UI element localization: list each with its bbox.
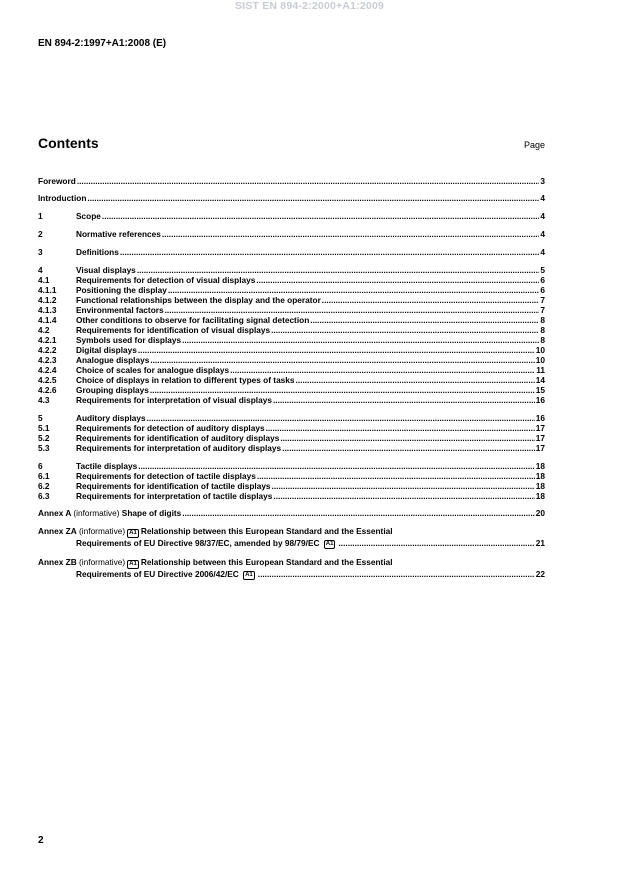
dot-leader (138, 461, 535, 471)
toc-entry-title: Introduction (38, 193, 87, 203)
toc-entry-page: 16 (535, 413, 545, 423)
toc-entry-page: 6 (540, 285, 545, 295)
dot-leader (102, 211, 539, 221)
toc-entry-page: 18 (535, 471, 545, 481)
toc-entry-page: 22 (535, 569, 545, 579)
toc-entry-page: 18 (535, 461, 545, 471)
toc-entry-title: Tactile displays (76, 461, 138, 471)
toc-entry[interactable] (38, 295, 545, 305)
dot-leader (150, 385, 535, 395)
dot-leader (162, 229, 540, 239)
toc-entry-title: Choice of scales for analogue displays (76, 365, 230, 375)
toc-entry[interactable] (38, 247, 545, 257)
amendment-end-icon: A1 (325, 541, 334, 547)
toc-entry-number: 5.3 (38, 443, 50, 453)
toc-entry-page: 7 (540, 295, 545, 305)
dot-leader (258, 569, 535, 579)
toc-entry[interactable] (38, 471, 545, 481)
toc-entry[interactable] (38, 395, 545, 405)
toc-entry-title: Requirements for interpretation of auditory displays (76, 443, 282, 453)
toc-entry-number: 4.1.4 (38, 315, 57, 325)
toc-entry-title: Requirements for identification of visual displays (76, 325, 271, 335)
toc-entry-number: 2 (38, 229, 43, 239)
table-of-contents (38, 176, 545, 580)
toc-entry-number: 4.1.2 (38, 295, 57, 305)
toc-entry-title: Requirements for detection of auditory displays (76, 423, 265, 433)
toc-entry-page: 10 (535, 345, 545, 355)
toc-entry-title: Grouping displays (76, 385, 149, 395)
annex-info: (informative) (79, 557, 126, 567)
toc-entry-page: 21 (535, 538, 545, 548)
toc-entry[interactable] (38, 345, 545, 355)
toc-entry-title: Environmental factors (76, 305, 164, 315)
toc-entry[interactable] (38, 315, 545, 325)
toc-entry[interactable] (38, 365, 545, 375)
toc-entry-number: 6.3 (38, 491, 50, 501)
toc-entry-number: 4.1.3 (38, 305, 57, 315)
toc-entry-page: 8 (540, 335, 545, 345)
toc-entry-page: 14 (535, 375, 545, 385)
toc-entry-number: 4.3 (38, 395, 50, 405)
toc-entry[interactable] (38, 325, 545, 335)
dot-leader (282, 443, 535, 453)
toc-entry-number: 4.2 (38, 325, 50, 335)
dot-leader (138, 345, 535, 355)
dot-leader (120, 247, 540, 257)
page-column-label: Page (523, 140, 545, 150)
toc-entry[interactable] (38, 265, 545, 275)
annex-info: (informative) (73, 508, 120, 518)
toc-annex-zb[interactable] (38, 557, 545, 580)
annex-label: Annex A (38, 508, 72, 518)
toc-entry[interactable] (38, 229, 545, 239)
toc-entry[interactable] (38, 355, 545, 365)
toc-entry-title: Auditory displays (76, 413, 146, 423)
toc-entry[interactable] (38, 375, 545, 385)
dot-leader (266, 423, 535, 433)
contents-heading: Contents (38, 135, 99, 151)
dot-leader (182, 508, 535, 518)
dot-leader (168, 285, 540, 295)
dot-leader (150, 355, 534, 365)
dot-leader (87, 193, 539, 203)
toc-entry-number: 5.1 (38, 423, 50, 433)
page-number: 2 (38, 835, 44, 846)
toc-entry-page: 4 (540, 229, 545, 239)
dot-leader (273, 395, 535, 405)
toc-entry-title: Symbols used for displays (76, 335, 182, 345)
dot-leader (280, 433, 534, 443)
toc-entry-title: Analogue displays (76, 355, 150, 365)
toc-entry-title: Requirements for detection of visual displays (76, 275, 256, 285)
toc-entry-page: 8 (540, 325, 545, 335)
toc-entry-page: 4 (540, 247, 545, 257)
toc-entry[interactable] (38, 305, 545, 315)
toc-entry-page: 18 (535, 491, 545, 501)
toc-entry[interactable] (38, 385, 545, 395)
dot-leader (256, 275, 539, 285)
toc-entry[interactable] (38, 285, 545, 295)
toc-entry-page: 18 (535, 481, 545, 491)
dot-leader (273, 491, 534, 501)
toc-entry[interactable] (38, 443, 545, 453)
toc-entry-title: Foreword (38, 176, 76, 186)
toc-entry-title: Requirements for identification of tactile displays (76, 481, 271, 491)
annex-title-line2: Requirements of EU Directive 2006/42/EC (76, 569, 239, 579)
toc-entry[interactable] (38, 176, 545, 186)
dot-leader (338, 538, 534, 548)
toc-entry-title: Digital displays (76, 345, 137, 355)
toc-entry[interactable] (38, 335, 545, 345)
toc-entry-title: Scope (76, 211, 101, 221)
toc-entry-number: 6.1 (38, 471, 50, 481)
toc-entry[interactable] (38, 413, 545, 423)
toc-entry-title: Requirements for interpretation of visual displays (76, 395, 272, 405)
toc-entry-number: 4.2.1 (38, 335, 57, 345)
document-id: EN 894-2:1997+A1:2008 (E) (38, 38, 167, 49)
toc-entry-title: Requirements for detection of tactile displays (76, 471, 256, 481)
toc-entry-page: 5 (540, 265, 545, 275)
dot-leader (271, 325, 539, 335)
dot-leader (296, 375, 535, 385)
toc-entry-number: 4.2.6 (38, 385, 57, 395)
toc-entry-page: 20 (535, 508, 545, 518)
annex-info: (informative) (79, 526, 126, 536)
annex-label: Annex ZB (38, 557, 77, 567)
toc-entry[interactable] (38, 481, 545, 491)
toc-entry-title: Choice of displays in relation to different types of tasks (76, 375, 295, 385)
toc-entry-page: 7 (540, 305, 545, 315)
toc-annex-a[interactable] (38, 508, 545, 518)
toc-entry-number: 4 (38, 265, 43, 275)
dot-leader (310, 315, 539, 325)
dot-leader (182, 335, 539, 345)
toc-entry-title: Positioning the display (76, 285, 167, 295)
toc-entry-page: 10 (535, 355, 545, 365)
dot-leader (137, 265, 540, 275)
annex-title-line1: Relationship between this European Standard and the Essential (140, 526, 393, 536)
toc-entry[interactable] (38, 423, 545, 433)
toc-entry[interactable] (38, 193, 545, 203)
toc-entry[interactable] (38, 211, 545, 221)
toc-entry-page: 6 (540, 275, 545, 285)
toc-entry-page: 17 (535, 443, 545, 453)
toc-entry-page: 17 (535, 433, 545, 443)
toc-entry-number: 5.2 (38, 433, 50, 443)
toc-entry-number: 6.2 (38, 481, 50, 491)
dot-leader (230, 365, 535, 375)
toc-entry-title: Visual displays (76, 265, 136, 275)
toc-entry-number: 4.2.4 (38, 365, 57, 375)
toc-entry-number: 4.2.3 (38, 355, 57, 365)
annex-title-line1: Relationship between this European Standard and the Essential (140, 557, 393, 567)
toc-entry-title: Requirements for identification of auditory displays (76, 433, 280, 443)
amendment-start-icon: A1 (129, 561, 137, 567)
toc-entry[interactable] (38, 461, 545, 471)
toc-entry-title: Requirements for interpretation of tactile displays (76, 491, 273, 501)
annex-title-line2: Requirements of EU Directive 98/37/EC, amended by 98/79/EC (76, 538, 320, 548)
toc-entry-number: 4.2.5 (38, 375, 57, 385)
toc-entry-number: 6 (38, 461, 43, 471)
toc-entry-title: Definitions (76, 247, 119, 257)
toc-entry-number: 5 (38, 413, 43, 423)
toc-entry[interactable] (38, 433, 545, 443)
dot-leader (77, 176, 540, 186)
toc-entry-title: Other conditions to observe for facilitating signal detection (76, 315, 310, 325)
dot-leader (322, 295, 540, 305)
dot-leader (165, 305, 540, 315)
annex-title: Shape of digits (121, 508, 182, 518)
dot-leader (257, 471, 535, 481)
dot-leader (147, 413, 535, 423)
toc-entry-page: 16 (535, 395, 545, 405)
toc-entry-number: 3 (38, 247, 43, 257)
amendment-start-icon: A1 (129, 530, 137, 536)
watermark: SIST EN 894-2:2000+A1:2009 (234, 0, 385, 12)
toc-entry-title: Normative references (76, 229, 161, 239)
toc-entry-page: 4 (540, 211, 545, 221)
toc-annex-za[interactable] (38, 526, 545, 549)
toc-entry-page: 15 (535, 385, 545, 395)
annex-label: Annex ZA (38, 526, 77, 536)
dot-leader (272, 481, 535, 491)
toc-entry[interactable] (38, 275, 545, 285)
toc-entry-page: 8 (540, 315, 545, 325)
toc-entry-page: 3 (540, 176, 545, 186)
toc-entry-page: 4 (540, 193, 545, 203)
amendment-end-icon: A1 (245, 572, 253, 578)
toc-entry-title: Functional relationships between the display and the operator (76, 295, 321, 305)
toc-entry-number: 1 (38, 211, 43, 221)
toc-entry-page: 17 (535, 423, 545, 433)
toc-entry-page: 11 (536, 365, 545, 375)
toc-entry-number: 4.1 (38, 275, 50, 285)
toc-entry-number: 4.1.1 (38, 285, 57, 295)
toc-entry-number: 4.2.2 (38, 345, 57, 355)
toc-entry[interactable] (38, 491, 545, 501)
